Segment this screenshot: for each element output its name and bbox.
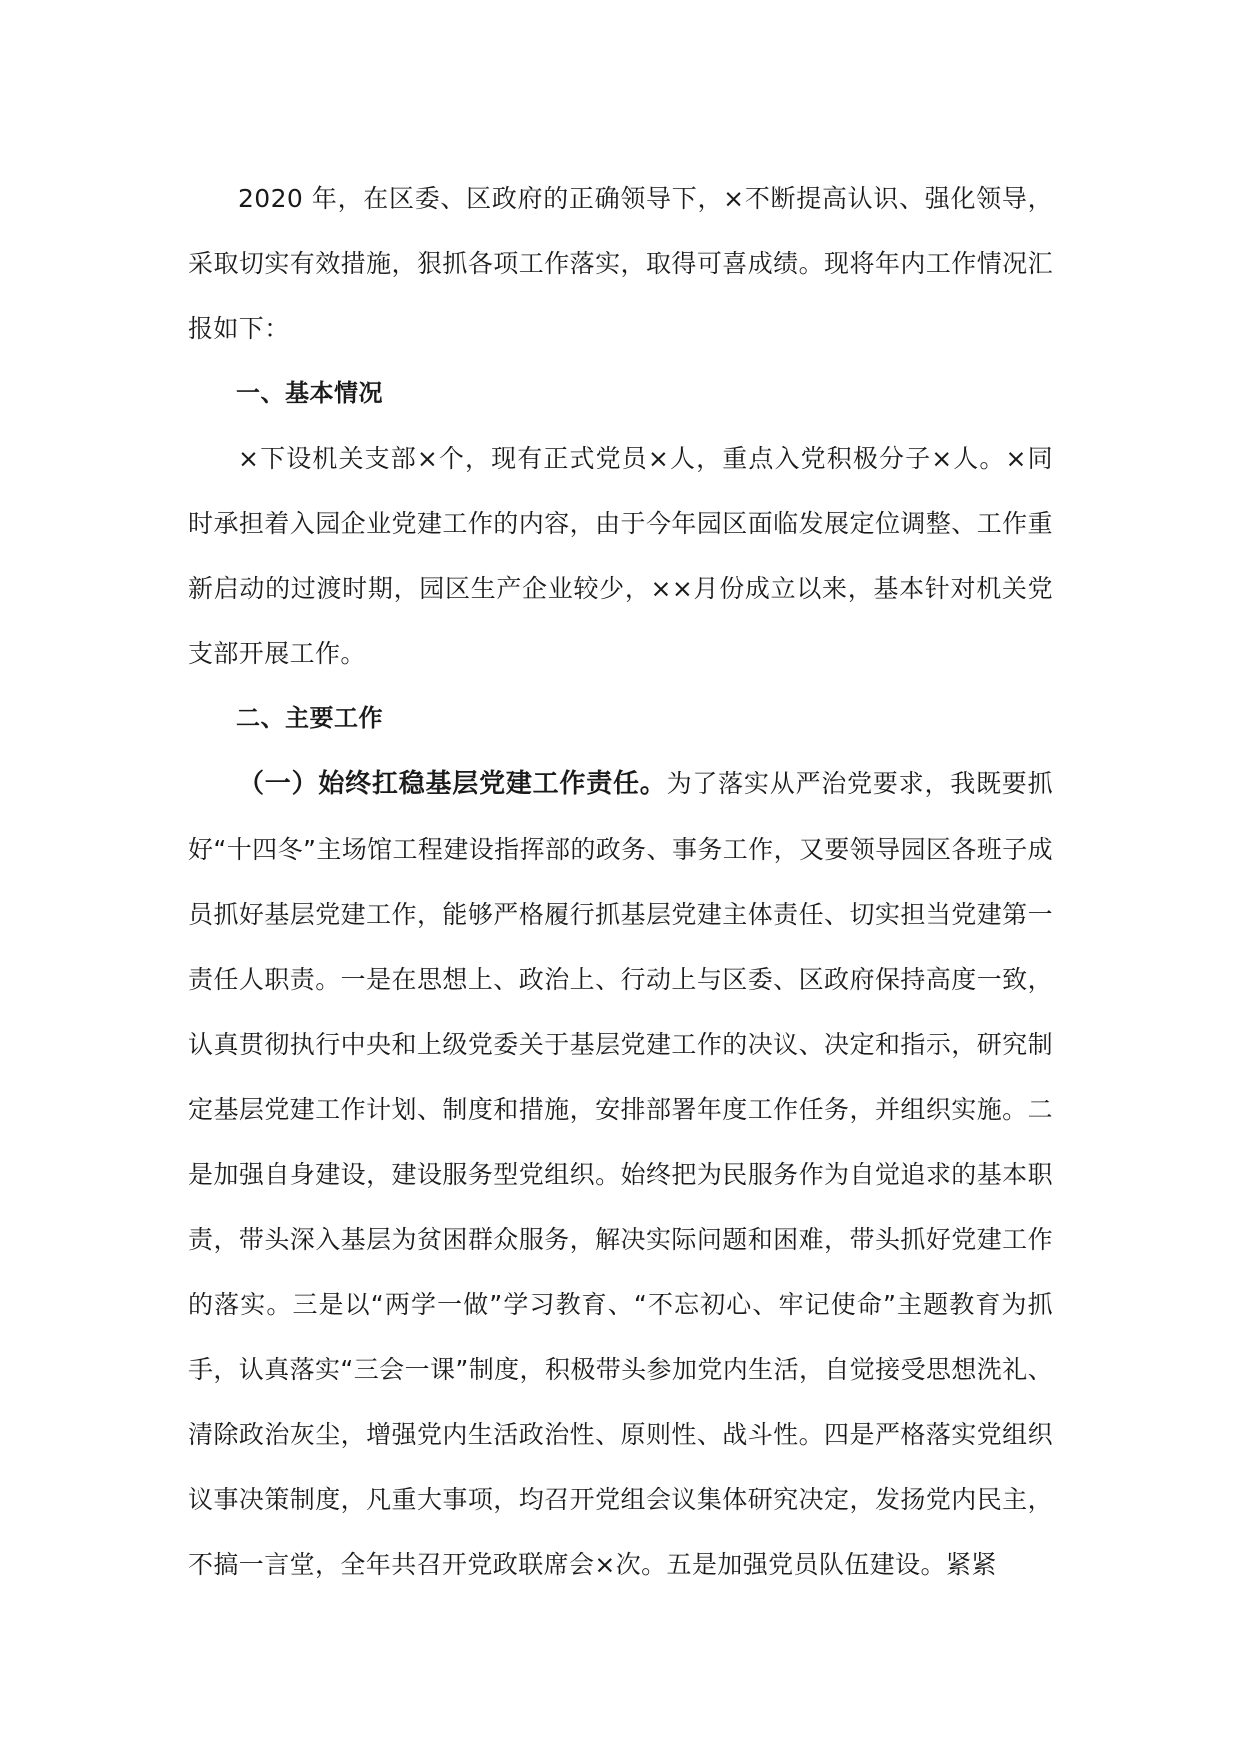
intro-paragraph: 2020 年，在区委、区政府的正确领导下，×不断提高认识、强化领导，采取切实有效措施，狠抓各项工作落实，取得可喜成绩。现将年内工作情况汇报如下： xyxy=(188,184,1053,343)
subsection-body: 为了落实从严治党要求，我既要抓好“十四冬”主场馆工程建设指挥部的政务、事务工作，又要领导园区各班子成员抓好基层党建工作，能够严格履行抓基层党建主体责任、切实担当党建第一责任人职责。一是在思想上、政治上、行动上与区委、区政府保持高度一致，认真贯彻执行中央和上级党委关于基层党建工作的决议、决定和指示，研究制定基层党建工作计划、制度和措施，安排部署年度工作任务，并组织实施。二是加强自身建设，建设服务型党组织。始终把为民服务作为自觉追求的基本职责，带头深入基层为贫困群众服务，解决实际问题和困难，带头抓好党建工作的落实。三是以“两学一做”学习教育、“不忘初心、牢记使命”主题教育为抓手，认真落实“三会一课”制度，积极带头参加党内生活，自觉接受思想洗礼、清除政治灰尘，增强党内生活政治性、原则性、战斗性。四是严格落实党组织议事决策制度，凡重大事项，均召开党组会议集体研究决定，发扬党内民主，不搞一言堂，全年共召开党政联席会×次。五是加强党员队伍建设。紧紧 xyxy=(188,769,1053,1579)
main-work-paragraph xyxy=(188,751,1053,1597)
basic-situation-paragraph: ×下设机关支部×个，现有正式党员×人，重点入党积极分子×人。×同时承担着入园企业党建工作的内容，由于今年园区面临发展定位调整、工作重新启动的过渡时期，园区生产企业较少，××月份成立以来，基本针对机关党支部开展工作。 xyxy=(188,444,1053,668)
subsection-title: （一）始终扛稳基层党建工作责任。 xyxy=(238,769,667,799)
section-heading-main-work: 二、主要工作 xyxy=(236,704,383,732)
document-page xyxy=(188,166,1053,1597)
section-heading-basic-situation: 一、基本情况 xyxy=(236,379,383,407)
